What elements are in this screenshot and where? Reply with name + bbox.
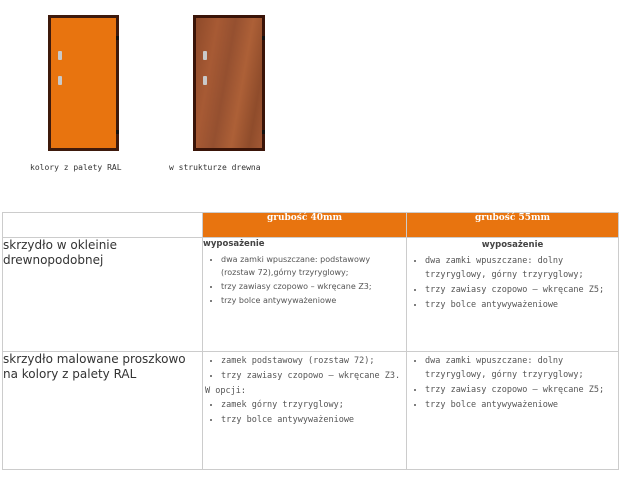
door-hinge-icon <box>116 36 119 40</box>
header-thickness-55: grubość 55mm <box>407 213 619 238</box>
door-handle-icon <box>203 51 207 60</box>
row-label: skrzydło malowane proszkowo na kolory z palety RAL <box>3 352 203 470</box>
door-hinge-icon <box>262 36 265 40</box>
list-item: • trzy zawiasy czopowo – wkręcane Z3; <box>221 280 406 293</box>
option-label: W opcji: <box>205 386 246 396</box>
door-ral-orange-image <box>48 15 119 151</box>
list-item: • trzy bolce antywyważeniowe <box>221 294 406 307</box>
list-item: • dwa zamki wpuszczane: dolny trzyryglowy, górny trzyryglowy; <box>425 254 618 282</box>
door-lock-icon <box>58 76 62 85</box>
list-item: • trzy zawiasy czopowo – wkręcane Z5; <box>425 283 618 297</box>
cell-40mm <box>203 238 407 352</box>
equipment-heading: wyposażenie <box>203 239 265 249</box>
equipment-list <box>407 354 618 412</box>
list-item: • trzy bolce antywyważeniowe <box>425 398 618 412</box>
cell-40mm <box>203 352 407 470</box>
door-hinge-icon <box>116 130 119 134</box>
list-item: • trzy bolce antywyważeniowe <box>221 413 406 427</box>
spec-table <box>2 212 619 470</box>
list-item: • zamek górny trzyryglowy; <box>221 398 406 412</box>
cell-55mm <box>407 352 619 470</box>
header-thickness-40: grubość 40mm <box>203 213 407 238</box>
table-header-row <box>3 213 619 238</box>
equipment-list <box>203 354 406 383</box>
list-item: • trzy bolce antywyważeniowe <box>425 298 618 312</box>
door-lock-icon <box>203 76 207 85</box>
table-row <box>3 352 619 470</box>
wood-caption: w strukturze drewna <box>169 163 261 172</box>
list-item: • trzy zawiasy czopowo – wkręcane Z5; <box>425 383 618 397</box>
cell-55mm <box>407 238 619 352</box>
list-item: • dwa zamki wpuszczane: podstawowy (rozstaw 72),górny trzyryglowy; <box>221 253 406 279</box>
door-wood-texture-image <box>193 15 265 151</box>
equipment-heading: wyposażenie <box>481 240 544 250</box>
header-blank-cell <box>3 213 203 238</box>
list-item: • trzy zawiasy czopowo – wkręcane Z3. <box>221 369 406 383</box>
row-label: skrzydło w okleinie drewnopodobnej <box>3 238 203 352</box>
equipment-list <box>203 253 406 307</box>
ral-caption: kolory z palety RAL <box>30 163 122 172</box>
list-item: • dwa zamki wpuszczane: dolny trzyryglowy, górny trzyryglowy; <box>425 354 618 382</box>
list-item: • zamek podstawowy (rozstaw 72); <box>221 354 406 368</box>
door-handle-icon <box>58 51 62 60</box>
table-row <box>3 238 619 352</box>
door-hinge-icon <box>262 130 265 134</box>
option-list <box>203 398 406 427</box>
equipment-list <box>407 254 618 312</box>
